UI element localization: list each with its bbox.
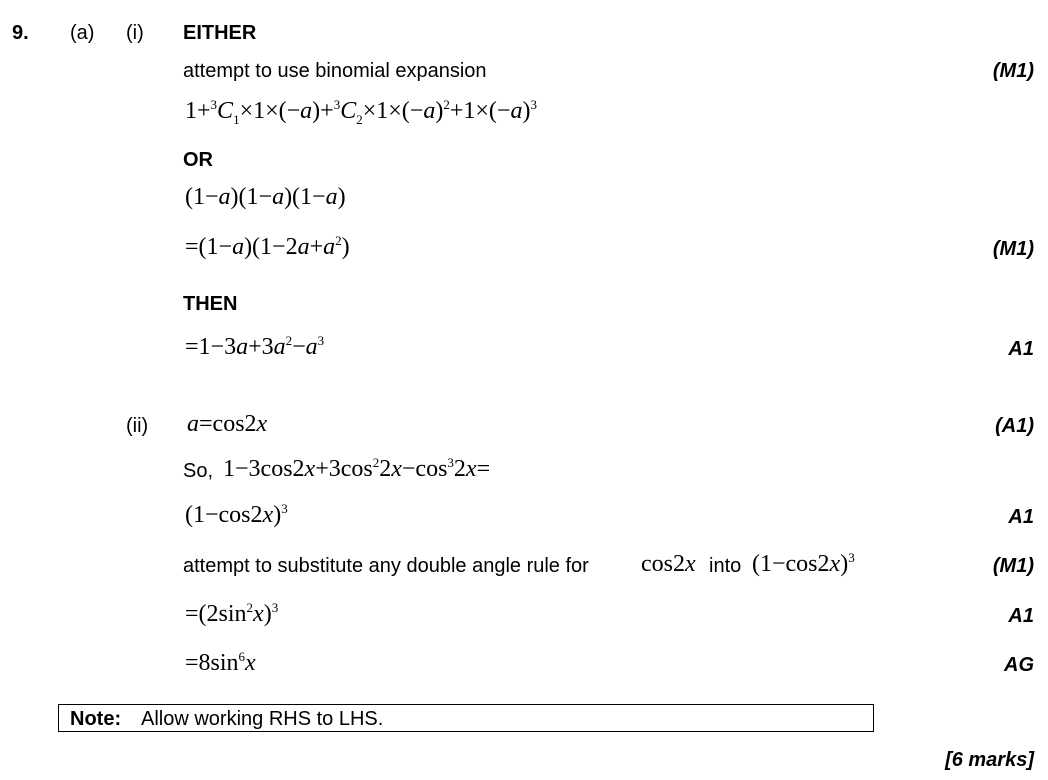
mark-expand: (M1): [992, 238, 1034, 260]
mark-substitute: (M1): [992, 555, 1034, 577]
attempt-binomial-text: attempt to use binomial expansion: [183, 60, 487, 82]
sin-squared-cube-expression: $=(2\sin^2x)^3$: [185, 600, 279, 627]
subpart-i-label: (i): [126, 22, 144, 44]
then-heading: THEN: [183, 293, 238, 315]
mark-final: AG: [1004, 654, 1034, 676]
cube-expression-inline: $(1-\cos 2x)^3$: [752, 550, 855, 577]
note-text: Allow working RHS to LHS.: [141, 708, 384, 730]
note-box: [58, 704, 874, 732]
cos2x-expression: cos2x: [641, 551, 696, 577]
mark-result: A1: [1008, 338, 1034, 360]
subpart-ii-label: (ii): [126, 415, 149, 437]
mark-a: (A1): [995, 415, 1034, 437]
either-heading: EITHER: [183, 22, 257, 44]
mark-cube: A1: [1008, 506, 1034, 528]
cube-expression: $(1-\cos 2x)^3$: [185, 501, 288, 528]
total-marks: [6 marks]: [945, 749, 1034, 771]
mark-binomial: (M1): [992, 60, 1034, 82]
question-number: 9.: [12, 22, 29, 44]
product-expression: (1−a)(1−a)(1−a): [185, 184, 346, 210]
binomial-expansion-expression: $1+^3C_1\times 1\times(-a)+^3C_2\times 1\times(-a)^2+1\times(-a)^3$: [185, 97, 537, 127]
or-heading: OR: [183, 149, 213, 171]
mark-sin: A1: [1008, 605, 1034, 627]
a-equals-cos-expression: a=cos2x: [187, 411, 268, 437]
note-label: Note:: [70, 708, 122, 730]
final-expression: $=8\sin^6x$: [185, 649, 256, 676]
result-expression: $=1-3a+3a^2-a^3$: [185, 333, 325, 360]
partial-expansion-expression: $=(1-a)(1-2a+a^2)$: [185, 233, 350, 260]
part-label: (a): [70, 22, 95, 44]
cos-polynomial-expression: $1-3\cos 2x+3\cos^22x-\cos^32x=$: [223, 455, 491, 482]
so-text: So,: [183, 460, 214, 482]
into-text: into: [709, 555, 742, 577]
attempt-substitute-text: attempt to substitute any double angle rule for: [183, 555, 589, 577]
